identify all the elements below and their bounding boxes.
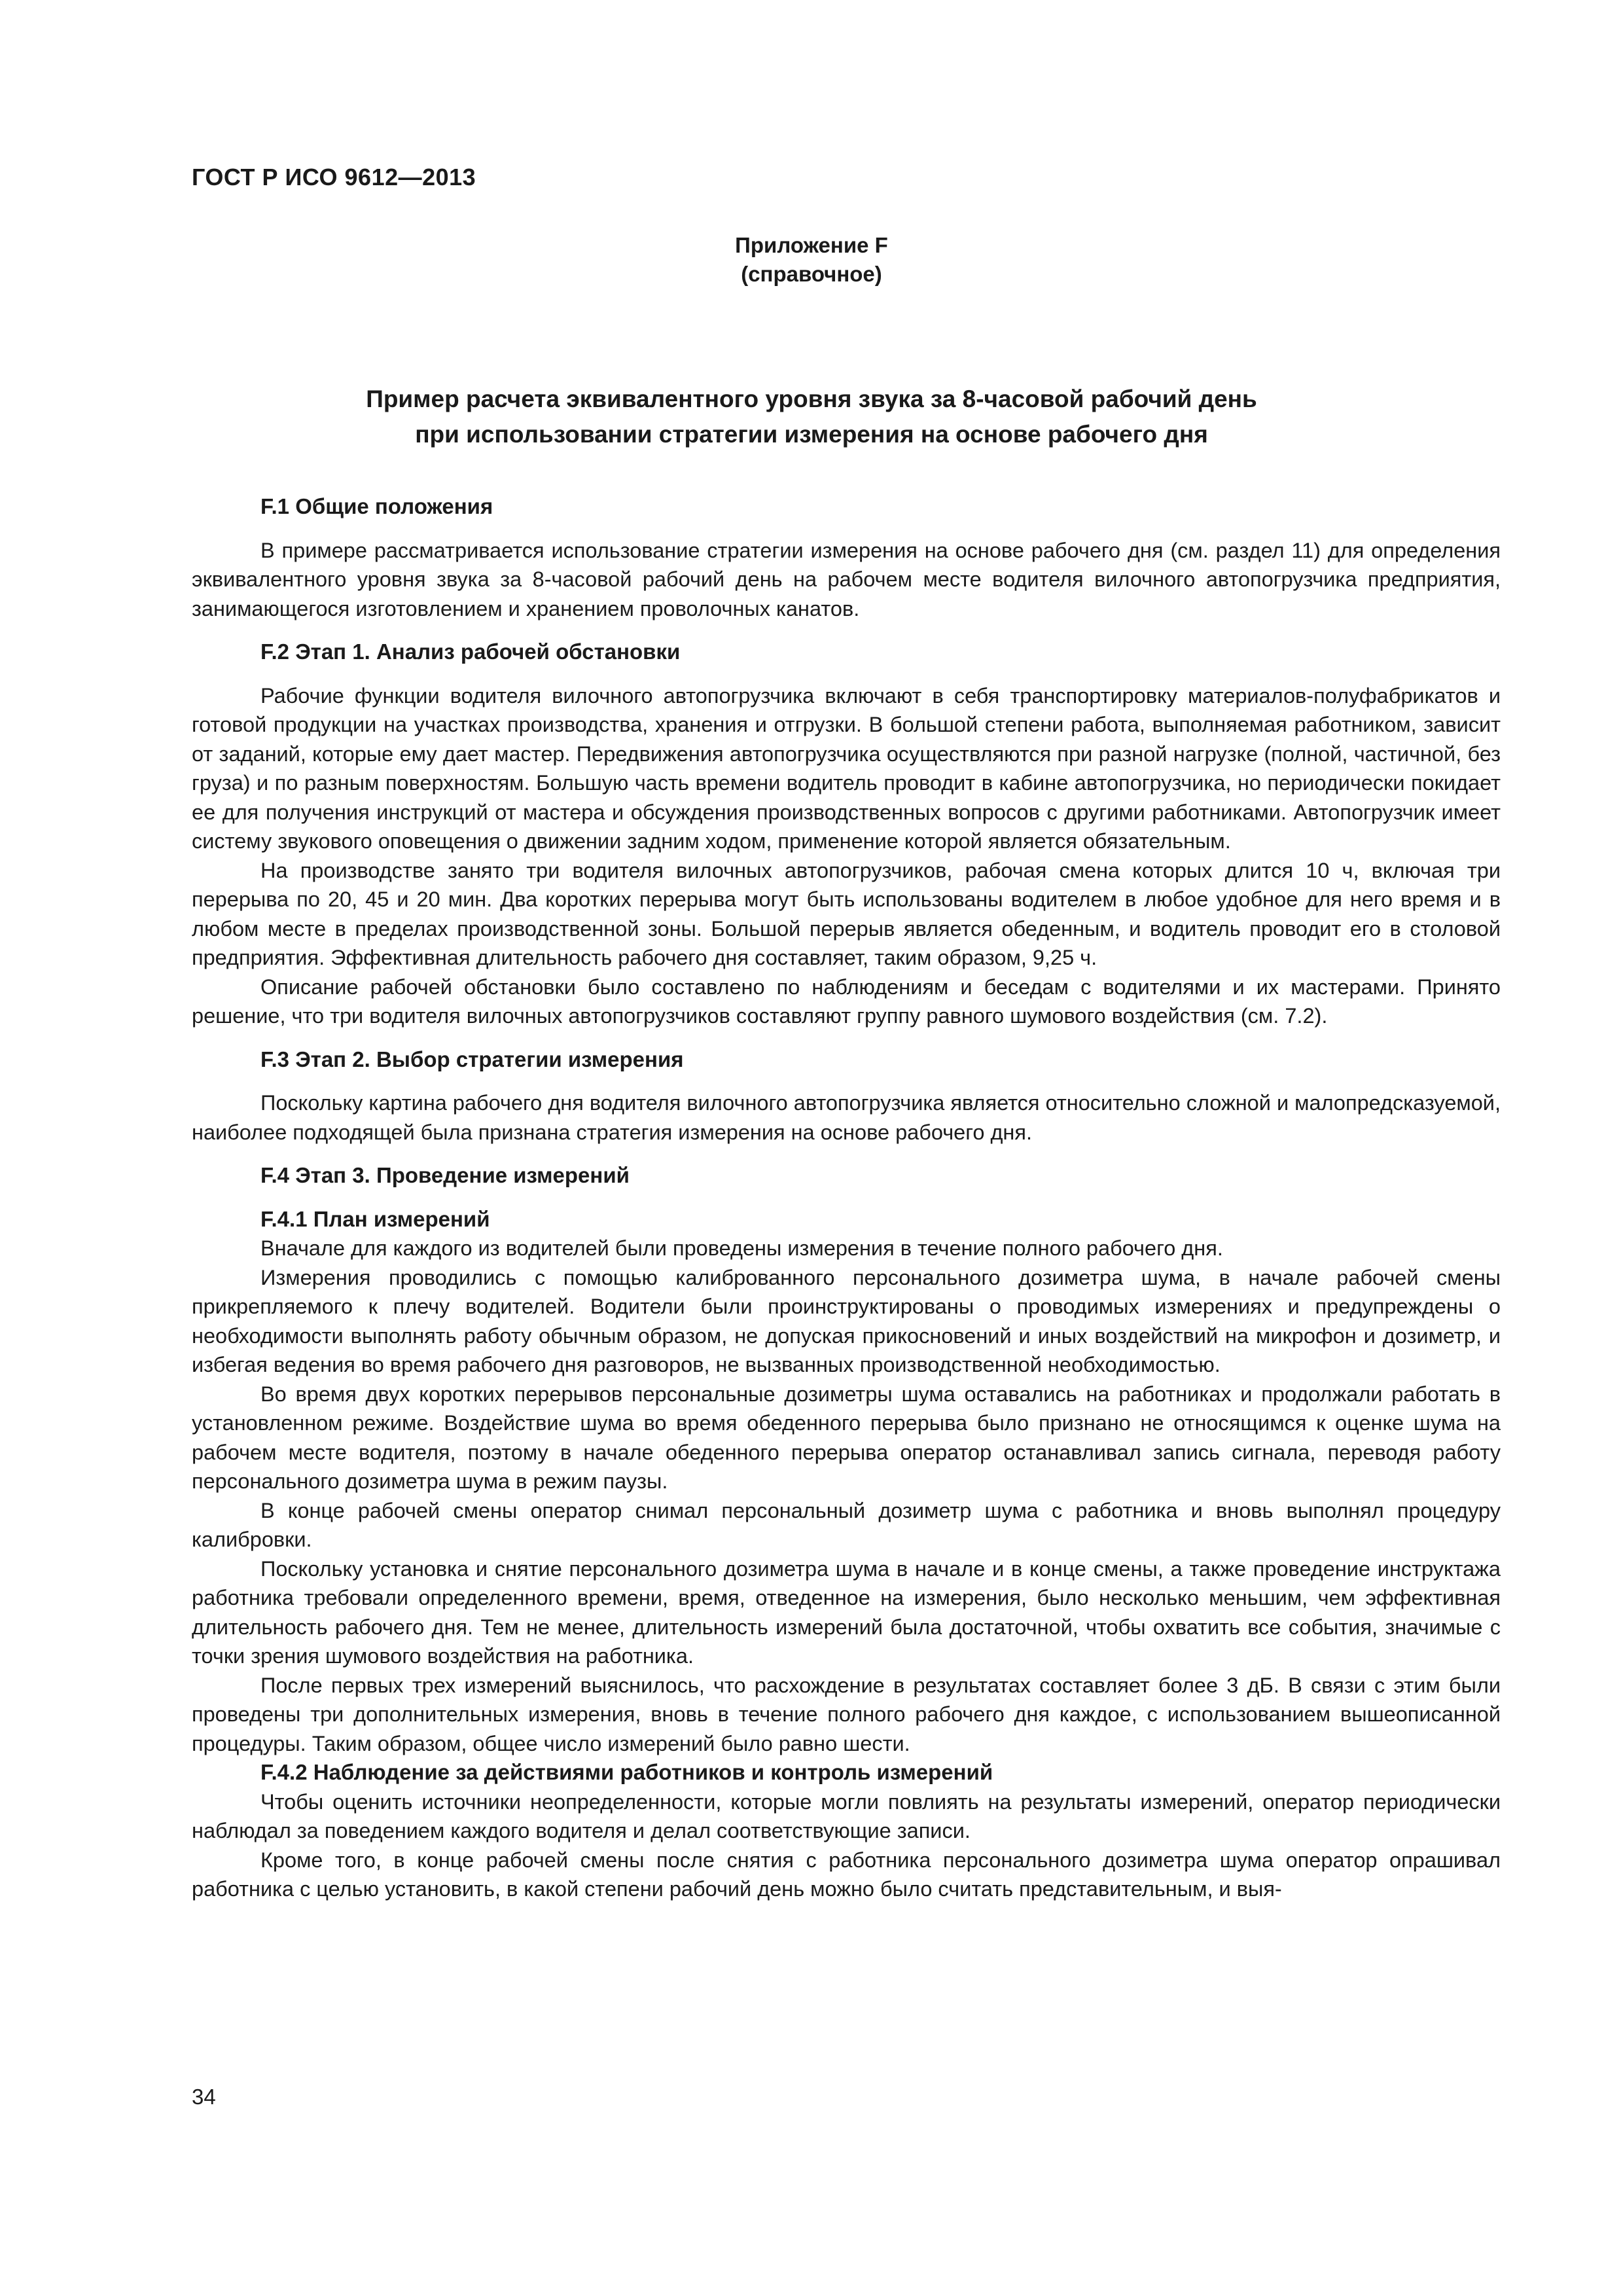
annex-title-line-1: Пример расчета эквивалентного уровня звука за 8-часовой рабочий день [366,386,1257,412]
annex-label: Приложение F [735,233,888,257]
paragraph: Измерения проводились с помощью калиброванного персонального дозиметра шума, в начале рабочей смены прикрепляемого к плечу водителей. Водители были проинструктированы о проводимых измерениях и предупреждены о необходимости выполнять работу обычным образом, не допуская прикосновений и иных воздействий на микрофон и дозиметр, и избегая ведения во время рабочего дня разговоров, не вызванных производственной необходимостью. [192,1265,1501,1376]
paragraph: Чтобы оценить источники неопределенности, которые могли повлиять на результаты измерений, оператор периодически наблюдал за поведением каждого водителя и делал соответствующие записи. [192,1789,1501,1842]
paragraph: Вначале для каждого из водителей были проведены измерения в течение полного рабочего дня. [260,1236,1223,1260]
document-body [192,492,1501,1904]
paragraph: Описание рабочей обстановки было составлено по наблюдениям и беседам с водителями и их мастерами. Принято решение, что три водителя вилочных автопогрузчиков составляют группу равного шумового воздействия (см. 7.2). [192,975,1501,1028]
annex-type: (справочное) [741,262,882,286]
standard-id-header: ГОСТ Р ИСО 9612—2013 [192,164,476,190]
paragraph: На производстве занято три водителя вилочных автопогрузчиков, рабочая смена которых длится 10 ч, включая три перерыва по 20, 45 и 20 мин. Два коротких перерыва могут быть использованы водителем в любое удобное для него время и в любом месте в пределах производственной зоны. Большой перерыв является обеденным, и водитель проводит его в столовой предприятия. Эффективная длительность рабочего дня составляет, таким образом, 9,25 ч. [192,858,1501,969]
paragraph: Кроме того, в конце рабочей смены после снятия с работника персонального дозиметра шума оператор опрашивал работника с целью установить, в какой степени рабочий день можно было считать представительным, и выя- [192,1848,1501,1901]
page-number: 34 [192,2085,216,2109]
subsection-heading-f42: F.4.2 Наблюдение за действиями работников и контроль измерений [260,1760,993,1784]
annex-title-line-2: при использовании стратегии измерения на основе рабочего дня [415,421,1208,448]
paragraph: После первых трех измерений выяснилось, что расхождение в результатах составляет более 3 дБ. В связи с этим были проведены три дополнительных измерения, вновь в течение полного рабочего дня каждое, с использованием вышеописанной процедуры. Таким образом, общее число измерений было равно шести. [192,1673,1501,1755]
section-heading-f4: F.4 Этап 3. Проведение измерений [260,1163,630,1187]
paragraph: Во время двух коротких перерывов персональные дозиметры шума оставались на работниках и продолжали работать в установленном режиме. Воздействие шума во время обеденного перерыва было признано не относящимся к оценке шума на рабочем месте водителя, поэтому в начале обеденного перерыва оператор останавливал запись сигнала, переводя работу персонального дозиметра шума в режим паузы. [192,1382,1501,1493]
section-heading-f1: F.1 Общие положения [260,494,493,518]
subsection-heading-f41: F.4.1 План измерений [260,1206,490,1231]
section-heading-f3: F.3 Этап 2. Выбор стратегии измерения [260,1047,684,1071]
paragraph: В конце рабочей смены оператор снимал персональный дозиметр шума с работника и вновь выполнял процедуру калибровки. [192,1498,1501,1551]
paragraph: В примере рассматривается использование стратегии измерения на основе рабочего дня (см. раздел 11) для определения эквивалентного уровня звука за 8-часовой рабочий день на рабочем месте водителя вилочного автопогрузчика предприятия, занимающегося изготовлением и хранением проволочных канатов. [192,538,1501,620]
paragraph: Поскольку картина рабочего дня водителя вилочного автопогрузчика является относительно сложной и малопредсказуемой, наиболее подходящей была признана стратегия измерения на основе рабочего дня. [192,1091,1501,1144]
paragraph: Рабочие функции водителя вилочного автопогрузчика включают в себя транспортировку материалов-полуфабрикатов и готовой продукции на участках производства, хранения и отгрузки. В большой степени работа, выполняемая работником, зависит от заданий, которые ему дает мастер. Передвижения автопогрузчика осуществляются при разной нагрузке (полной, частичной, без груза) и по разным поверхностям. Большую часть времени водитель проводит в кабине автопогрузчика, но периодически покидает ее для получения инструкций от мастера и обсуждения производственных вопросов с другими работниками. Автопогрузчик имеет систему звукового оповещения о движении задним ходом, применение которой является обязательным. [192,683,1501,853]
annex-title [0,382,1623,452]
paragraph: Поскольку установка и снятие персонального дозиметра шума в начале и в конце смены, а также проведение инструктажа работника требовали определенного времени, время, отведенное на измерения, было несколько меньшим, чем эффективная длительность рабочего дня. Тем не менее, длительность измерений была достаточной, чтобы охватить все события, значимые с точки зрения шумового воздействия на работника. [192,1556,1501,1668]
section-heading-f2: F.2 Этап 1. Анализ рабочей обстановки [260,639,681,664]
